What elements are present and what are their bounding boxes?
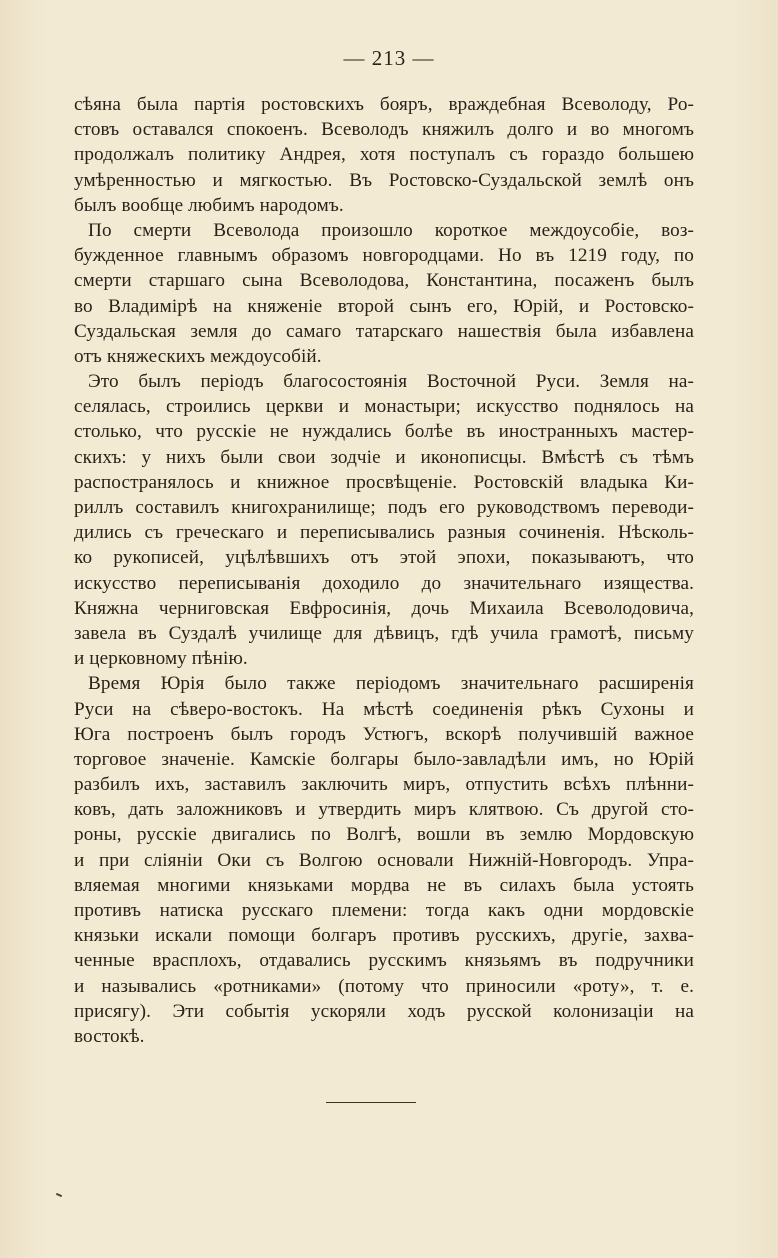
text-line: дились съ греческаго и переписывались разныя сочиненія. Нѣсколь- — [74, 522, 694, 544]
text-line: ковъ, дать заложниковъ и утвердить миръ клятвою. Съ другой сто- — [74, 799, 694, 821]
text-line: востокѣ. — [74, 1025, 145, 1047]
text-line: ко рукописей, уцѣлѣвшихъ отъ этой эпохи, показываютъ, что — [74, 547, 694, 569]
paragraph — [74, 92, 694, 218]
text-line: вляемая многими князьками мордва не въ силахъ была устоять — [74, 874, 694, 896]
body-text — [74, 92, 694, 1049]
paragraph — [74, 218, 694, 369]
text-line: князьки искали помощи болгаръ противъ русскихъ, другіе, захва- — [74, 925, 694, 947]
text-line: распостранялось и книжное просвѣщеніе. Ростовскій владыка Ки- — [74, 471, 694, 493]
page-number: — 213 — — [343, 46, 435, 70]
text-line: Время Юрія было также періодомъ значительнаго расширенія — [88, 673, 694, 695]
text-line: сѣяна была партія ростовскихъ бояръ, враждебная Всеволоду, Ро- — [74, 94, 694, 115]
text-line: завела въ Суздалѣ училище для дѣвицъ, гдѣ учила грамотѣ, письму — [74, 622, 694, 644]
section-divider — [326, 1102, 416, 1103]
text-line: во Владимірѣ на княженіе второй сынъ его, Юрій, и Ростовско- — [74, 295, 694, 317]
text-line: бужденное главнымъ образомъ новгородцами. Но въ 1219 году, по — [74, 245, 694, 267]
text-line: роны, русскіе двигались по Волгѣ, вошли въ землю Мордовскую — [74, 824, 694, 846]
text-line: ченные врасплохъ, отдавались русскимъ князьямъ въ подручники — [74, 950, 694, 972]
text-line: умѣренностью и мягкостью. Въ Ростовско-Суздальской землѣ онъ — [74, 169, 694, 191]
text-line: и назывались «ротниками» (потому что приносили «роту», т. е. — [74, 975, 694, 997]
paragraph — [74, 369, 694, 671]
text-line: смерти старшаго сына Всеволодова, Константина, посаженъ былъ — [74, 270, 694, 292]
text-line: скихъ: у нихъ были свои зодчіе и иконописцы. Вмѣстѣ съ тѣмъ — [74, 446, 694, 468]
text-line: продолжалъ политику Андрея, хотя поступалъ съ гораздо большею — [74, 144, 694, 166]
text-line: риллъ составилъ книгохранилище; подъ его руководствомъ переводи- — [74, 497, 694, 518]
text-line: искусство переписыванія доходило до значительнаго изящества. — [74, 572, 694, 594]
text-line: присягу). Эти событія ускоряли ходъ русской колонизаціи на — [74, 1000, 694, 1022]
text-line: разбилъ ихъ, заставилъ заключить миръ, отпустить всѣхъ плѣнни- — [74, 774, 694, 796]
text-line: селялась, строились церкви и монастыри; искусство поднялось на — [74, 396, 694, 418]
text-line: отъ княжескихъ междоусобій. — [74, 345, 322, 367]
text-line: По смерти Всеволода произошло короткое междоусобіе, воз- — [88, 219, 694, 241]
text-line: Княжна черниговская Евфросинія, дочь Михаила Всеволодовича, — [74, 597, 694, 619]
paragraph — [74, 671, 694, 1049]
text-line: стовъ оставался спокоенъ. Всеволодъ княжилъ долго и во многомъ — [74, 119, 694, 141]
text-line: торговое значеніе. Камскіе болгары было-завладѣли имъ, но Юрій — [74, 748, 694, 770]
text-line: и при сліяніи Оки съ Волгою основали Нижній-Новгородъ. Упра- — [74, 849, 694, 871]
text-line: Руси на сѣверо-востокъ. На мѣстѣ соединенія рѣкъ Сухоны и — [74, 698, 694, 720]
text-line: противъ натиска русскаго племени: тогда какъ одни мордовскіе — [74, 900, 694, 921]
text-line: столько, что русскіе не нуждались болѣе въ иностранныхъ мастер- — [74, 421, 694, 443]
text-line: былъ вообще любимъ народомъ. — [74, 194, 344, 216]
text-line: Это былъ періодъ благосостоянія Восточной Руси. Земля на- — [88, 371, 694, 393]
text-line: Суздальская земля до самаго татарскаго нашествія была избавлена — [74, 320, 694, 342]
text-line: Юга построенъ былъ городъ Устюгъ, вскорѣ получившій важное — [74, 723, 694, 745]
text-line: и церковному пѣнію. — [74, 648, 248, 670]
print-speck — [56, 1193, 62, 1197]
